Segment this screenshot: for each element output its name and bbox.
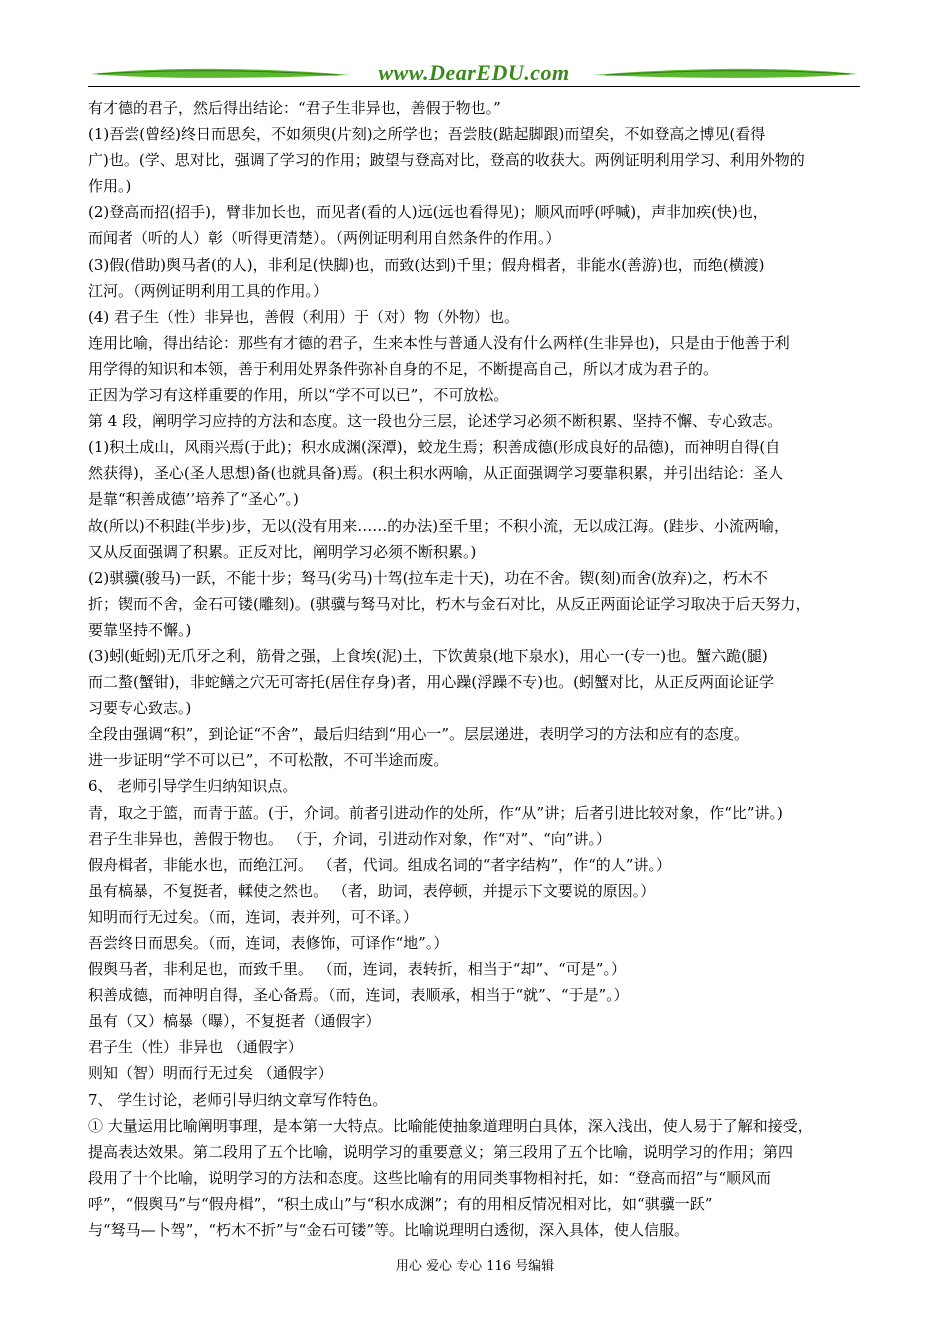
text-line: 正因为学习有这样重要的作用，所以“学不可以已”，不可放松。 — [88, 386, 509, 405]
text-line: (1)积土成山，风雨兴焉(于此)；积水成渊(深潭)，蛟龙生焉；积善成德(形成良好的品德)，而神明自得(自 — [88, 438, 781, 457]
text-line: 6、 老师引导学生归纳知识点。 — [88, 777, 298, 796]
text-line: 君子生非异也，善假于物也。 （于，介词，引进动作对象，作“对”、“向”讲。） — [88, 829, 611, 848]
text-line: 然获得)，圣心(圣人思想)备(也就具备)焉。(积土积水两喻，从正面强调学习要靠积累，并引出结论：圣人 — [88, 464, 784, 483]
text-line: 故(所以)不积跬(半步)步，无以(没有用来……的办法)至千里；不积小流，无以成江海。(跬步、小流两喻， — [88, 516, 789, 535]
text-line: 进一步证明“学不可以已”，不可松散，不可半途而废。 — [88, 751, 449, 770]
text-line: 要靠坚持不懈。) — [88, 620, 192, 639]
text-line: 假舆马者，非利足也，而致千里。 （而，连词，表转折，相当于“却”、“可是”。） — [88, 960, 626, 979]
text-line: (3)蚓(蚯蚓)无爪牙之利，筋骨之强，上食埃(泥)土，下饮黄泉(地下泉水)，用心一(专一)也。蟹六跪(腿) — [88, 646, 768, 665]
text-line: 积善成德，而神明自得，圣心备焉。（而，连词，表顺承，相当于“就”、“于是”。） — [88, 986, 629, 1005]
text-line: 折；锲而不舍，金石可镂(雕刻)。(骐骥与驽马对比，朽木与金石对比，从反正两面论证学习取决于后天努力， — [88, 594, 811, 613]
text-line: 与“驽马—卜驾”，“朽木不折”与“金石可镂”等。比喻说理明白透彻，深入具体，使人信服。 — [88, 1221, 690, 1240]
text-line: 江河。（两例证明利用工具的作用。） — [88, 281, 329, 300]
text-line: 段用了十个比喻，说明学习的方法和态度。这些比喻有的用同类事物相衬托，如：“登高而招”与“顺风而 — [88, 1168, 772, 1187]
text-line: (1)吾尝(曾经)终日而思矣，不如须臾(片刻)之所学也；吾尝肢(踮起脚跟)而望矣，不如登高之博见(看得 — [88, 125, 766, 144]
site-logo-text[interactable]: www.DearEDU.com — [378, 60, 570, 85]
text-line: ① 大量运用比喻阐明事理，是本第一大特点。比喻能使抽象道理明白具体，深入浅出，使人易于了解和接受， — [88, 1116, 813, 1135]
text-line: 则知（智）明而行无过矣 （通假字） — [88, 1064, 333, 1083]
text-line: 连用比喻，得出结论：那些有才德的君子，生来本性与普通人没有什么两样(生非异也)，只是由于他善于利 — [88, 333, 790, 352]
text-line: 青，取之于篮，而青于蓝。(于，介词。前者引进动作的处所，作“从”讲；后者引进比较对象，作“比”讲。) — [88, 803, 783, 822]
text-line: 而二螯(蟹钳)，非蛇鳝之穴无可寄托(居住存身)者，用心躁(浮躁不专)也。(蚓蟹对比，从正反两面论证学 — [88, 673, 774, 692]
text-line: 又从反面强调了积累。正反对比，阐明学习必须不断积累。) — [88, 542, 477, 561]
text-line: 虽有（又）槁暴（曝），不复挺者（通假字） — [88, 1012, 381, 1031]
text-line: 作用。) — [88, 177, 132, 196]
text-line: 而闻者（听的人）彰（听得更清楚）。（两例证明利用自然条件的作用。） — [88, 229, 561, 248]
text-line: 有才德的君子，然后得出结论：“君子生非异也，善假于物也。” — [88, 99, 501, 117]
text-line: 提高表达效果。第二段用了五个比喻，说明学习的重要意义；第三段用了五个比喻，说明学习的作用；第四 — [88, 1142, 794, 1161]
text-line: 7、 学生讨论，老师引导归纳文章写作特色。 — [88, 1090, 388, 1109]
text-line: 广)也。(学、思对比，强调了学习的作用；跛望与登高对比，登高的收获大。两例证明利用学习、利用外物的 — [88, 151, 805, 170]
header-divider — [88, 86, 860, 87]
text-line: 吾尝终日而思矣。（而，连词，表修饰，可译作“地”。） — [88, 934, 449, 952]
text-line: 是靠“积善成德’’培养了“圣心”。) — [88, 490, 299, 509]
text-line: 习要专心致志。) — [88, 699, 192, 718]
text-line: 知明而行无过矣。（而，连词，表并列，可不译。） — [88, 907, 419, 926]
text-line: 虽有槁暴，不复挺者，輮使之然也。 （者，助词，表停顿，并提示下文要说的原因。） — [88, 881, 656, 900]
text-line: (2)骐骥(骏马)一跃，不能十步；驽马(劣马)十驾(拉车走十天)，功在不舍。锲(刻)而舍(放弃)之，朽木不 — [88, 568, 768, 587]
text-line: (4) 君子生（性）非异也，善假（利用）于（对）物（外物）也。 — [88, 307, 520, 326]
document-body — [88, 95, 863, 1243]
text-line: 全段由强调“积”，到论证“不舍”，最后归结到“用心一”。层层递进，表明学习的方法和应有的态度。 — [88, 725, 750, 744]
text-line: 君子生（性）非异也 （通假字） — [88, 1038, 303, 1057]
text-line: 第 4 段，阐明学习应持的方法和态度。这一段也分三层，论述学习必须不断积累、坚持不懈、专心致志。 — [88, 412, 783, 431]
text-line: (3)假(借助)舆马者(的人)，非利足(快脚)也，而致(达到)千里；假舟楫者，非能水(善游)也，而绝(横渡) — [88, 255, 765, 274]
text-line: 用学得的知识和本领，善于利用处界条件弥补自身的不足，不断提高自己，所以才成为君子的。 — [88, 359, 719, 378]
page-footer: 用心 爱心 专心 116 号编辑 — [395, 1259, 555, 1274]
text-line: 呼”，“假舆马”与“假舟楫”，“积土成山”与“积水成渊”；有的用相反情况相对比，如“骐骥一跃” — [88, 1194, 713, 1213]
text-line: 假舟楫者，非能水也，而绝江河。 （者，代词。组成名词的“者字结构”，作“的人”讲。） — [88, 855, 671, 874]
text-line: (2)登高而招(招手)，臂非加长也，而见者(看的人)远(远也看得见)；顺风而呼(呼喊)，声非加疾(快)也， — [88, 203, 768, 222]
